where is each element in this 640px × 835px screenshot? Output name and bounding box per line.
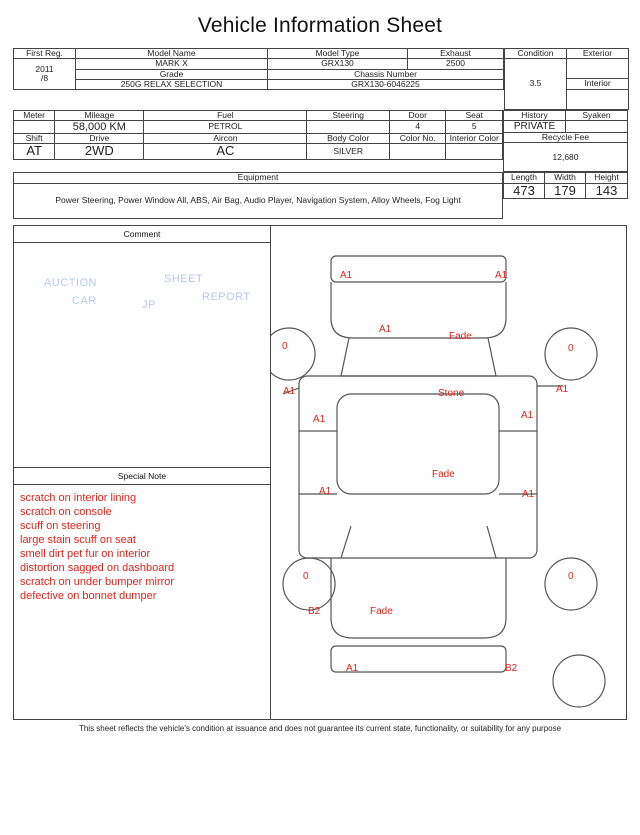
footer-disclaimer: This sheet reflects the vehicle's condition at issuance and does not guarantee its current state, functionality, or suitability for any purpose	[78, 723, 562, 733]
table-row	[504, 173, 628, 183]
height-value: 143	[586, 183, 628, 198]
dimensions-table	[503, 172, 628, 199]
list-item: scratch on console	[20, 505, 112, 518]
interior-value	[567, 89, 629, 109]
equipment-section	[13, 172, 627, 218]
top-section	[13, 48, 627, 110]
damage-mark: Fade	[432, 468, 455, 480]
damage-mark: A1	[556, 383, 569, 395]
meter-value	[14, 121, 55, 134]
table-row	[14, 183, 503, 218]
mileage-value: 58,000 KM	[55, 121, 144, 134]
seat-label: Seat	[446, 110, 503, 120]
damage-mark: A1	[521, 409, 534, 421]
steering-value	[307, 121, 390, 134]
equipment-value: Power Steering, Power Window All, ABS, Air Bag, Audio Player, Navigation System, Alloy Wheels, Fog Light	[14, 183, 503, 218]
first-reg-month: /8	[40, 73, 49, 84]
equipment-table-wrap	[13, 172, 503, 218]
interior-color-label: Interior Color	[446, 134, 503, 144]
list-item: scuff on steering	[20, 519, 101, 532]
door-label: Door	[389, 110, 446, 120]
color-no-value	[389, 144, 446, 159]
top-left-table	[13, 48, 504, 110]
damage-mark: A1	[522, 488, 535, 500]
damage-mark: Fade	[449, 330, 472, 342]
grade-value: 250G RELAX SELECTION	[76, 80, 268, 90]
vehicle-identity-table	[13, 48, 504, 90]
history-label: History	[504, 110, 566, 120]
recycle-fee-label: Recycle Fee	[504, 133, 628, 143]
table-row	[14, 134, 503, 144]
door-value: 4	[389, 121, 446, 134]
bottom-section	[13, 225, 627, 720]
color-no-label: Color No.	[389, 134, 446, 144]
table-row	[14, 59, 504, 69]
syaken-value	[566, 121, 628, 133]
table-row	[505, 49, 629, 59]
model-name-label: Model Name	[76, 49, 268, 59]
mileage-label: Mileage	[55, 110, 144, 120]
table-row	[14, 49, 504, 59]
damage-mark: 0	[568, 342, 574, 354]
height-label: Height	[586, 173, 628, 183]
history-recycle-table	[503, 110, 628, 173]
first-reg-label: First Reg.	[14, 49, 76, 59]
width-value: 179	[545, 183, 586, 198]
comment-panel	[13, 225, 271, 720]
condition-value: 3.5	[505, 59, 567, 109]
exterior-label: Exterior	[567, 49, 629, 59]
comment-header: Comment	[14, 226, 270, 243]
damage-mark: B2	[505, 662, 518, 674]
exterior-value	[567, 59, 629, 79]
model-type-label: Model Type	[268, 49, 408, 59]
damage-mark: 0	[568, 570, 574, 582]
comment-body	[14, 243, 270, 467]
condition-label: Condition	[505, 49, 567, 59]
damage-mark: Fade	[370, 605, 393, 617]
interior-color-value	[446, 144, 503, 159]
page-title: Vehicle Information Sheet	[197, 14, 443, 37]
meter-label: Meter	[14, 110, 55, 120]
aircon-label: Aircon	[144, 134, 307, 144]
table-row	[504, 121, 628, 133]
special-note-header: Special Note	[14, 467, 270, 485]
list-item: scratch on interior lining	[20, 491, 137, 504]
aircon-value: AC	[144, 144, 307, 159]
list-item: large stain scuff on seat	[20, 533, 136, 546]
condition-table	[504, 48, 629, 110]
dimensions-table-wrap	[503, 172, 628, 218]
body-color-value: SILVER	[307, 144, 390, 159]
model-type-value: GRX130	[268, 59, 408, 69]
steering-label: Steering	[307, 110, 390, 120]
table-row	[14, 80, 504, 90]
watermark-text: SHEET	[164, 272, 204, 285]
table-row	[504, 143, 628, 172]
table-row	[504, 110, 628, 120]
spec-left-table	[13, 110, 503, 173]
grade-label: Grade	[76, 69, 268, 79]
damage-mark: 0	[303, 570, 309, 582]
table-row	[504, 133, 628, 143]
drive-value: 2WD	[55, 144, 144, 159]
damage-mark: A1	[340, 269, 353, 281]
spec-section	[13, 110, 627, 173]
table-row	[14, 121, 503, 134]
chassis-number-label: Chassis Number	[268, 69, 504, 79]
syaken-label: Syaken	[566, 110, 628, 120]
damage-mark: A1	[495, 269, 508, 281]
model-name-value: MARK X	[76, 59, 268, 69]
watermark-text: AUCTION	[44, 276, 97, 289]
damage-mark: A1	[346, 662, 359, 674]
damage-mark: A1	[379, 323, 392, 335]
damage-mark: Stone	[438, 387, 465, 399]
table-row	[14, 144, 503, 159]
history-value: PRIVATE	[504, 121, 566, 133]
table-row	[14, 110, 503, 120]
special-note-list	[14, 485, 270, 604]
watermark-text: CAR	[72, 294, 97, 307]
seat-value: 5	[446, 121, 503, 134]
first-reg-year: 2011	[35, 64, 54, 75]
shift-value: AT	[14, 144, 55, 159]
watermark-text: REPORT	[202, 290, 251, 303]
damage-mark: A1	[319, 485, 332, 497]
list-item: defective on bonnet dumper	[20, 590, 157, 603]
meter-fuel-table	[13, 110, 503, 160]
table-row	[14, 69, 504, 79]
length-label: Length	[504, 173, 545, 183]
width-label: Width	[545, 173, 586, 183]
watermark-text: JP	[142, 298, 156, 311]
car-damage-diagram	[271, 225, 627, 720]
fuel-label: Fuel	[144, 110, 307, 120]
chassis-number-value: GRX130-6046225	[268, 80, 504, 90]
spec-right-table	[503, 110, 628, 173]
interior-label: Interior	[567, 79, 629, 89]
fuel-value: PETROL	[144, 121, 307, 134]
damage-mark: B2	[308, 605, 321, 617]
list-item: scratch on under bumper mirror	[20, 576, 175, 589]
damage-mark: 0	[282, 340, 288, 352]
equipment-table	[13, 172, 503, 218]
body-color-label: Body Color	[307, 134, 390, 144]
damage-mark: A1	[283, 385, 296, 397]
exhaust-label: Exhaust	[408, 49, 504, 59]
table-row	[504, 183, 628, 198]
table-row	[505, 59, 629, 79]
exhaust-value: 2500	[408, 59, 504, 69]
first-reg-value	[14, 59, 76, 90]
equipment-label: Equipment	[14, 173, 503, 183]
list-item: smell dirt pet fur on interior	[20, 548, 151, 561]
damage-mark: A1	[313, 413, 326, 425]
length-value: 473	[504, 183, 545, 198]
table-row	[14, 173, 503, 183]
list-item: distortion sagged on dashboard	[20, 562, 175, 575]
recycle-fee-value: 12,680	[504, 143, 628, 172]
condition-table-wrap	[504, 48, 629, 110]
shift-label: Shift	[14, 134, 55, 144]
drive-label: Drive	[55, 134, 144, 144]
